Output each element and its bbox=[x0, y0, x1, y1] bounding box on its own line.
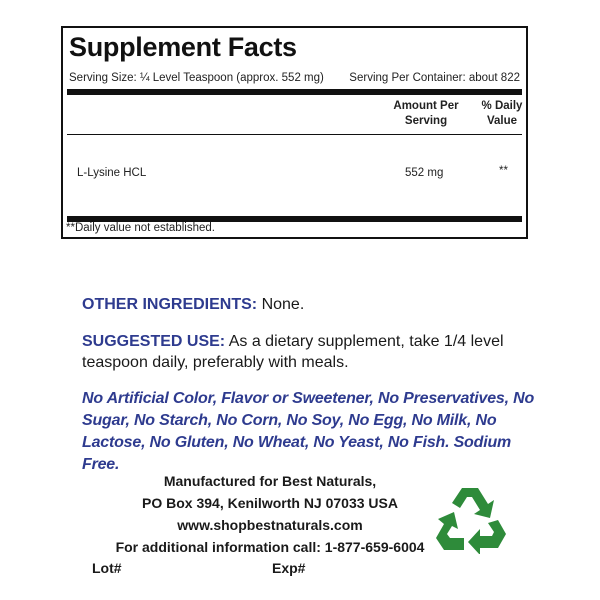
daily-value-header bbox=[473, 99, 531, 129]
serving-size: Serving Size: ¼ Level Teaspoon (approx. 552 mg) bbox=[69, 72, 324, 84]
suggested-use-label: SUGGESTED USE: bbox=[82, 333, 226, 350]
lot-label: Lot# bbox=[92, 560, 122, 576]
suggested-use-text: As a dietary supplement, take 1/4 level teaspoon daily, preferably with meals. bbox=[82, 333, 504, 371]
ingredient-name: L-Lysine HCL bbox=[77, 167, 147, 179]
recycle-icon bbox=[434, 484, 508, 554]
amount-header-line1: Amount Per bbox=[393, 100, 459, 112]
amount-per-serving-header bbox=[381, 99, 471, 129]
supplement-facts-panel bbox=[61, 26, 528, 239]
suggested-use bbox=[82, 331, 542, 373]
other-ingredients bbox=[82, 296, 304, 314]
ingredient-daily-value: ** bbox=[499, 165, 508, 177]
dv-header-line2: Value bbox=[486, 115, 518, 127]
manufacturer-address: PO Box 394, Kenilworth NJ 07033 USA bbox=[142, 495, 398, 511]
manufacturer-name: Manufactured for Best Naturals, bbox=[163, 473, 377, 489]
other-ingredients-text: None. bbox=[257, 296, 305, 313]
ingredient-amount: 552 mg bbox=[405, 167, 444, 179]
thick-divider-top bbox=[67, 89, 522, 95]
dv-header-line1: % Daily bbox=[481, 100, 523, 112]
amount-header-line2: Serving bbox=[404, 115, 448, 127]
manufacturer-block bbox=[60, 470, 480, 558]
other-ingredients-label: OTHER INGREDIENTS: bbox=[82, 296, 258, 313]
servings-per-container: Serving Per Container: about 822 bbox=[349, 72, 520, 84]
free-from-claims: No Artificial Color, Flavor or Sweetener, No Preservatives, No Sugar, No Starch, No Corn, No Soy, No Egg, No Milk, No Lactose, No Gluten, No Wheat, No Yeast, No Fish. Sodium Free. bbox=[82, 390, 535, 473]
panel-title: Supplement Facts bbox=[69, 32, 297, 62]
exp-label: Exp# bbox=[272, 560, 306, 576]
panel-footnote: **Daily value not established. bbox=[66, 222, 215, 234]
manufacturer-website: www.shopbestnaturals.com bbox=[177, 517, 363, 533]
thin-divider bbox=[67, 134, 522, 135]
manufacturer-phone: For additional information call: 1-877-659-6004 bbox=[115, 539, 425, 555]
